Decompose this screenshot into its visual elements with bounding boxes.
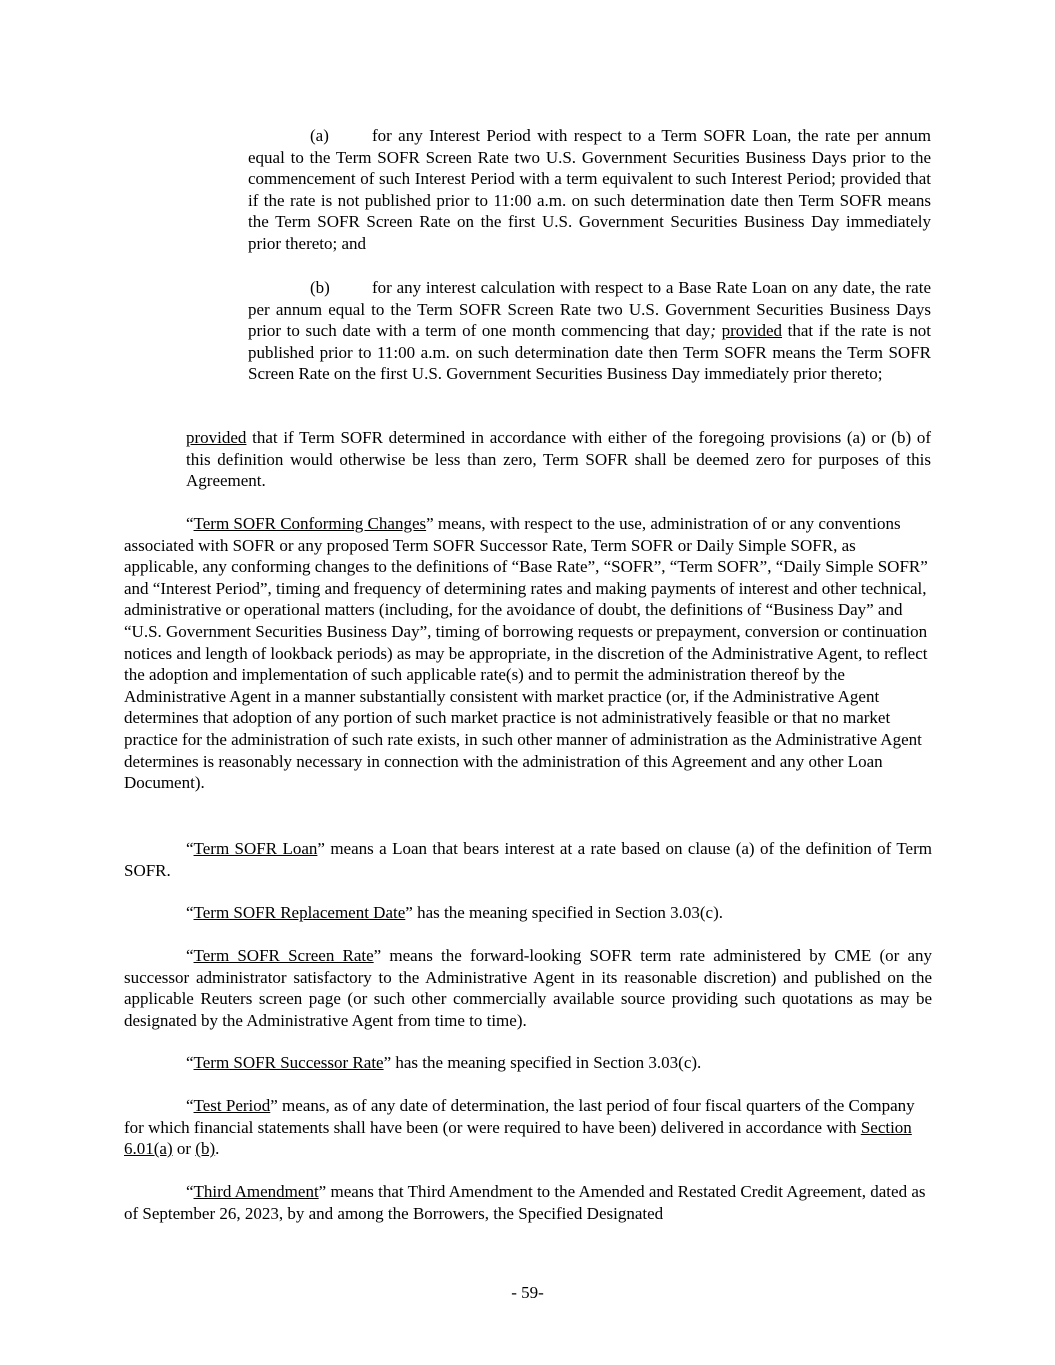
defined-term: Term SOFR Successor Rate (193, 1053, 384, 1072)
open-quote: “ (186, 514, 194, 533)
definition-text: ” means that Third Amendment to the Amended and Restated Credit Agreement, dated as of September 26, 2023, by and among the Borrowers, the Specified Designated (124, 1182, 926, 1223)
definition-text: ” has the meaning specified in Section 3.03(c). (405, 903, 723, 922)
definition-text: ” means a Loan that bears interest at a rate based on clause (a) of the definition of Term SOFR. (124, 839, 932, 880)
clause-a-text: for any Interest Period with respect to a Term SOFR Loan, the rate per annum equal to the Term SOFR Screen Rate two U.S. Government Securities Business Days prior to the commencement of such Interest Period with a term equivalent to such Interest Period; provided that if the rate is not published prior to 11:00 a.m. on such determination date then Term SOFR means the Term SOFR Screen Rate on the first U.S. Government Securities Business Day immediately prior thereto; and (248, 126, 931, 253)
clause-b-semicolon: ; (710, 321, 716, 341)
clause-a-label: (a) (310, 126, 329, 145)
clause-b (248, 277, 931, 385)
proviso-paragraph (186, 427, 931, 492)
section-reference-b: (b) (195, 1139, 216, 1159)
defined-term: Term SOFR Loan (193, 839, 318, 858)
definition-term-sofr-loan (124, 838, 932, 881)
definition-term-sofr-screen-rate (124, 945, 932, 1031)
definition-text: ” means, as of any date of determination, the last period of four fiscal quarters of the Company for which financial statements shall have been (or were required to have been) delivered in accordance with (124, 1096, 915, 1137)
definition-text-middle: or (172, 1139, 196, 1159)
definition-third-amendment (124, 1181, 932, 1224)
defined-term: Third Amendment (193, 1182, 319, 1201)
open-quote: “ (186, 1182, 194, 1201)
open-quote: “ (186, 839, 194, 858)
defined-term: Term SOFR Replacement Date (193, 903, 406, 922)
defined-term: Term SOFR Conforming Changes (193, 514, 427, 533)
clause-b-provided: provided (721, 321, 783, 341)
proviso-text: that if Term SOFR determined in accordance with either of the foregoing provisions (a) or (b) of this definition would otherwise be less than zero, Term SOFR shall be deemed zero for purposes of this Agreement. (186, 428, 931, 491)
clause-b-text-2: that if the rate is not published prior to 11:00 a.m. on such determination date then Term SOFR means the Term SOFR Screen Rate on the first U.S. Government Securities Business Day immediately prior thereto; (248, 321, 931, 384)
definition-text: ” means the forward-looking SOFR term rate administered by CME (or any successor administrator satisfactory to the Administrative Agent in its reasonable discretion) and published on the applicable Reuters screen page (or such other commercially available source providing such quotations as may be designated by the Administrative Agent from time to time). (124, 946, 932, 1030)
open-quote: “ (186, 1096, 194, 1115)
definition-text: ” has the meaning specified in Section 3.03(c). (383, 1053, 702, 1072)
open-quote: “ (186, 1053, 194, 1072)
clause-b-label: (b) (310, 278, 330, 297)
defined-term: Test Period (193, 1096, 271, 1115)
proviso-provided: provided (186, 428, 247, 447)
page-number: - 59- (511, 1283, 544, 1302)
open-quote: “ (186, 946, 194, 965)
definition-test-period (124, 1095, 932, 1160)
definition-term-sofr-successor-rate (124, 1052, 932, 1074)
definition-text: ” means, with respect to the use, administration of or any conventions associated with SOFR or any proposed Term SOFR Successor Rate, Term SOFR or Daily Simple SOFR, as applicable, any conforming changes to the definitions of “Base Rate”, “SOFR”, “Term SOFR”, “Daily Simple SOFR” and “Interest Period”, timing and frequency of determining rates and making payments of interest and other technical, administrative or operational matters (including, for the avoidance of doubt, the definitions of “Business Day” and “U.S. Government Securities Business Day”, timing of borrowing requests or prepayment, conversion or continuation notices and length of lookback periods) as may be appropriate, in the discretion of the Administrative Agent, to reflect the adoption and implementation of such applicable rate(s) and to permit the administration thereof by the Administrative Agent in a manner substantially consistent with market practice (or, if the Administrative Agent determines that adoption of any portion of such market practice is not administratively feasible or that no market practice for the administration of such rate exists, in such other manner of administration as the Administrative Agent determines is reasonably necessary in connection with the administration of this Agreement and any other Loan Document). (124, 514, 928, 793)
definition-term-sofr-conforming-changes (124, 513, 932, 794)
section-reference-6-01-a: Section 6.01(a) (124, 1117, 912, 1159)
open-quote: “ (186, 903, 194, 922)
definition-text-end: . (215, 1139, 220, 1159)
clause-b-text: for any interest calculation with respect to a Base Rate Loan on any date, the rate per annum equal to the Term SOFR Screen Rate two U.S. Government Securities Business Days prior to such date with a term of one month commencing that day (248, 278, 931, 341)
clause-a (248, 125, 931, 255)
defined-term: Term SOFR Screen Rate (193, 946, 374, 965)
definition-term-sofr-replacement-date (124, 902, 932, 924)
